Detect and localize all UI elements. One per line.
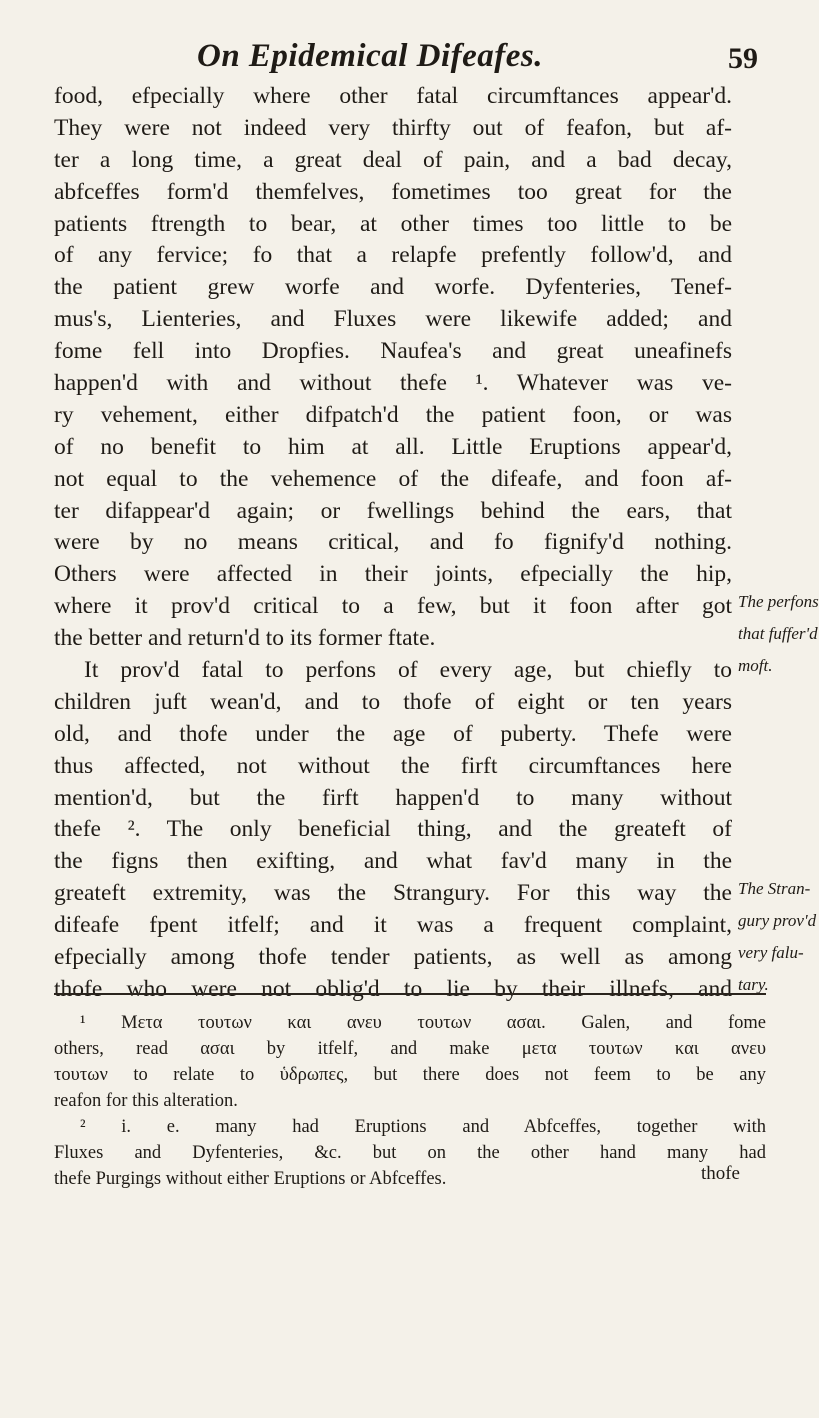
footnotes [54, 1010, 766, 1192]
text-line: food, efpecially where other fatal circumftances appear'd. [54, 83, 732, 109]
text-line: mus's, Lienteries, and Fluxes were likewife added; and [54, 306, 732, 333]
text-line: children juft wean'd, and to thofe of eight or ten years [54, 688, 732, 715]
text-line: ry vehement, either difpatch'd the patient foon, or was [54, 401, 732, 428]
text-line: the figns then exifting, and what fav'd many in the [54, 848, 732, 875]
text-line: of no benefit to him at all. Little Eruptions appear'd, [54, 433, 732, 460]
margin-note-line: gury prov'd [738, 911, 817, 930]
text-line: Others were affected in their joints, efpecially the hip, [54, 561, 732, 588]
page-number: 59 [728, 42, 758, 75]
text-line: thus affected, not without the firft circumftances here [54, 752, 732, 779]
text-line: difeafe fpent itfelf; and it was a frequent complaint, [54, 912, 732, 939]
text-line: efpecially among thofe tender patients, as well as among [54, 944, 732, 971]
text-line: patients ftrength to bear, at other times too little to be [54, 210, 732, 237]
text-line: ter difappear'd again; or fwellings behind the ears, that [54, 497, 732, 524]
text-line: thofe who were not oblig'd to lie by their illnefs, and [54, 975, 732, 1002]
text-line: It prov'd fatal to perfons of every age, but chiefly to [84, 657, 732, 684]
margin-note-line: The perfons [738, 592, 819, 611]
margin-note-line: tary. [738, 975, 769, 994]
margin-note-persons [738, 586, 819, 682]
margin-note-line: that fuffer'd [738, 624, 818, 643]
text-line: not equal to the vehemence of the difeafe, and foon af- [54, 465, 732, 492]
margin-note-strangury [738, 873, 816, 1001]
text-line: ter a long time, a great deal of pain, and a bad decay, [54, 146, 732, 173]
text-line: happen'd with and without thefe ¹. Whatever was ve- [54, 370, 732, 397]
text-line: were by no means critical, and fo fignify'd nothing. [54, 529, 732, 556]
text-line: abfceffes form'd themfelves, fometimes too great for the [54, 178, 732, 205]
main-text [54, 81, 732, 1006]
footnote-line: ² i. e. many had Eruptions and Abfceffes, together with [80, 1117, 766, 1137]
footnote-rule [54, 993, 766, 995]
margin-note-line: moft. [738, 656, 773, 675]
text-line: thefe ². The only beneficial thing, and the greateft of [54, 816, 732, 843]
footnote-line: reafon for this alteration. [54, 1091, 238, 1111]
text-line: fome fell into Dropfies. Naufea's and great uneafinefs [54, 338, 732, 365]
text-line: greateft extremity, was the Strangury. For this way the [54, 880, 732, 907]
text-line: the better and return'd to its former ftate. [54, 625, 436, 652]
margin-note-line: The Stran- [738, 879, 811, 898]
margin-note-line: very falu- [738, 943, 804, 962]
text-line: where it prov'd critical to a few, but it foon after got [54, 593, 732, 620]
footnote-line: thefe Purgings without either Eruptions or Abfceffes. [54, 1169, 447, 1189]
footnote-line: others, read ασαι by itfelf, and make μετα τουτων και ανευ [54, 1039, 766, 1059]
text-line: of any fervice; fo that a relapfe prefently follow'd, and [54, 242, 732, 269]
text-line: old, and thofe under the age of puberty. Thefe were [54, 720, 732, 747]
text-line: the patient grew worfe and worfe. Dyfenteries, Tenef- [54, 274, 732, 301]
text-line: They were not indeed very thirfty out of feafon, but af- [54, 114, 732, 141]
running-title: On Epidemical Difeafes. [196, 38, 544, 74]
catchword: thofe [700, 1163, 740, 1184]
footnote-line: Fluxes and Dyfenteries, &c. but on the other hand many had [54, 1143, 766, 1163]
footnote-line: τουτων to relate to ὑδρωπες, but there does not feem to be any [54, 1065, 766, 1085]
footnote-line: ¹ Μετα τουτων και ανευ τουτων ασαι. Galen, and fome [80, 1013, 766, 1033]
text-line: mention'd, but the firft happen'd to many without [54, 784, 732, 811]
